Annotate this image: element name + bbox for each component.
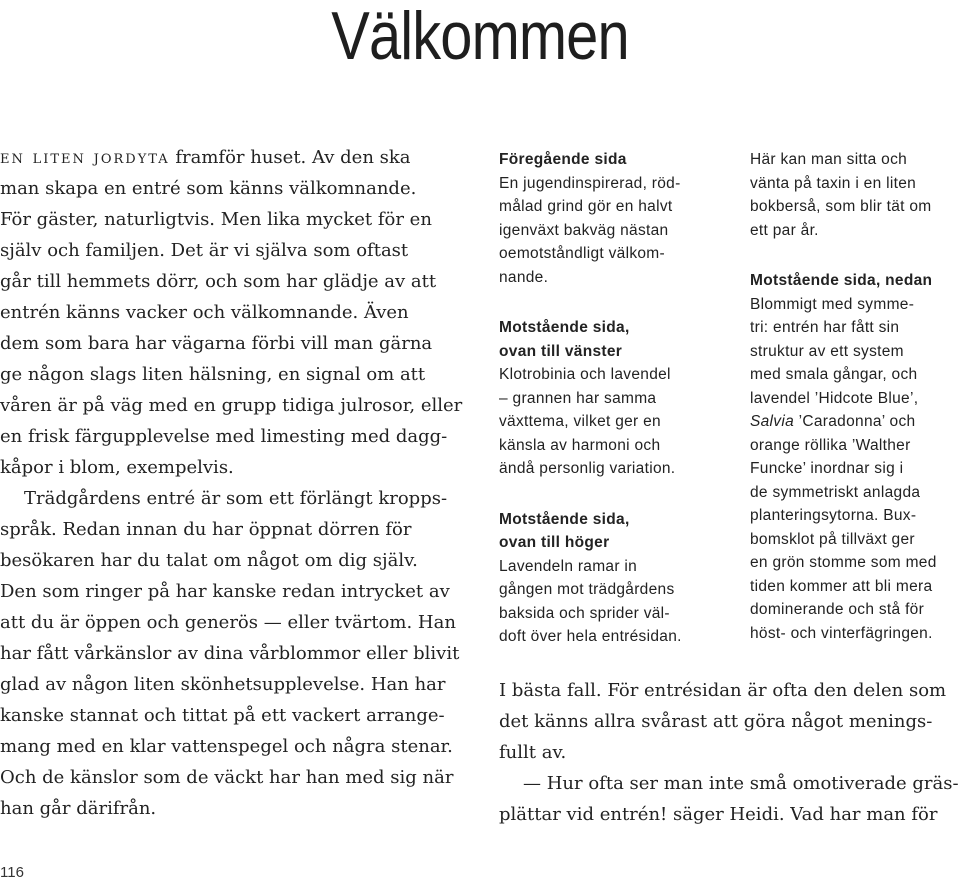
- caption-line: dominerande och stå för: [750, 601, 925, 618]
- captions-right: [750, 148, 960, 672]
- caption-line: bokberså, som blir tät om: [750, 198, 932, 215]
- caption-heading: ovan till höger: [499, 534, 610, 551]
- caption-line: planteringsytorna. Bux-: [750, 507, 917, 524]
- page-number: 116: [0, 864, 24, 881]
- body-line: har fått vårkänslor av dina vårblommor eller blivit: [0, 643, 460, 664]
- body-line: själv och familjen. Det är vi själva som oftast: [0, 240, 409, 261]
- caption-line: struktur av ett system: [750, 342, 904, 360]
- page-title: Välkommen: [331, 0, 629, 74]
- caption-line: orange röllika ’Walther: [750, 436, 911, 454]
- body-line: språk. Redan innan du har öppnat dörren för: [0, 519, 412, 540]
- caption-line: vänta på taxin i en liten: [750, 174, 917, 192]
- body-text-bottom: [499, 675, 959, 830]
- caption-line: ändå personlig variation.: [499, 460, 676, 477]
- caption-line: Blommigt med symme-: [750, 295, 915, 313]
- caption: [750, 148, 960, 242]
- body-line: att du är öppen och generös — eller tvärtom. Han: [0, 612, 456, 633]
- caption-line: Här kan man sitta och: [750, 151, 908, 168]
- body-text-left: [0, 142, 470, 824]
- lead-smallcaps: en liten jordyta: [0, 147, 170, 168]
- body-line: Den som ringer på har kanske redan intrycket av: [0, 581, 450, 602]
- caption-line: baksida och sprider väl-: [499, 604, 670, 622]
- caption-line: bomsklot på tillväxt ger: [750, 530, 915, 548]
- body-line: För gäster, naturligtvis. Men lika mycket för en: [0, 209, 432, 230]
- caption-line: lavendel ’Hidcote Blue’,: [750, 389, 919, 407]
- caption: [499, 148, 721, 289]
- body-line: kanske stannat och tittat på ett vackert arrange-: [0, 705, 445, 726]
- caption-italic: Salvia: [750, 413, 795, 430]
- caption-line: igenväxt bakväg nästan: [499, 221, 669, 239]
- caption-line: höst- och vinterfägringen.: [750, 624, 933, 642]
- body-line: går till hemmets dörr, och som har glädje av att: [0, 271, 437, 292]
- caption-line: känsla av harmoni och: [499, 436, 661, 454]
- caption-heading: Motstående sida, nedan: [750, 272, 933, 289]
- caption-line: doft över hela entrésidan.: [499, 628, 682, 645]
- body-line: han går därifrån.: [0, 798, 157, 819]
- caption-heading: Motstående sida,: [499, 319, 630, 336]
- caption-line: [750, 410, 960, 434]
- caption-line: En jugendinspirerad, röd-: [499, 174, 681, 192]
- body-line: [0, 142, 470, 173]
- caption-line: nande.: [499, 268, 549, 286]
- caption-line: – grannen har samma: [499, 389, 657, 407]
- body-line: våren är på väg med en grupp tidiga julrosor, eller: [0, 395, 463, 416]
- body-line: kåpor i blom, exempelvis.: [0, 457, 234, 478]
- body-line: mang med en klar vattenspegel och några stenar.: [0, 736, 453, 757]
- caption-line: tri: entrén har fått sin: [750, 319, 900, 336]
- body-line: Trädgårdens entré är som ett förlängt kropps-: [24, 488, 448, 509]
- caption-line: målad grind gör en halvt: [499, 198, 673, 215]
- body-line: fullt av.: [499, 742, 567, 763]
- caption-line: med smala gångar, och: [750, 366, 918, 383]
- body-line: Och de känslor som de väckt har han med sig när: [0, 767, 454, 788]
- caption-heading: Föregående sida: [499, 151, 627, 168]
- caption: [499, 508, 721, 649]
- caption-line: en grön stomme som med: [750, 554, 937, 571]
- caption: [499, 316, 721, 481]
- caption-line-rest: ’Caradonna’ och: [794, 413, 916, 430]
- caption-line: de symmetriskt anlagda: [750, 483, 921, 501]
- caption-line: Lavendeln ramar in: [499, 557, 638, 575]
- caption-line: oemotståndligt välkom-: [499, 245, 665, 262]
- caption-line: Klotrobinia och lavendel: [499, 366, 671, 383]
- body-line: det känns allra svårast att göra något menings-: [499, 711, 933, 732]
- body-line: ge någon slags liten hälsning, en signal om att: [0, 364, 426, 385]
- body-line: — Hur ofta ser man inte små omotiverade gräs-: [523, 773, 959, 794]
- caption-line: växttema, vilket ger en: [499, 413, 661, 430]
- caption-line: Funcke’ inordnar sig i: [750, 460, 904, 477]
- captions-middle: [499, 148, 721, 676]
- body-line: dem som bara har vägarna förbi vill man gärna: [0, 333, 433, 354]
- caption-heading: ovan till vänster: [499, 342, 623, 360]
- caption: [750, 269, 960, 645]
- caption-heading: Motstående sida,: [499, 510, 630, 528]
- body-line-text: framför huset. Av den ska: [169, 147, 411, 168]
- body-line: plättar vid entrén! säger Heidi. Vad har man för: [499, 804, 938, 825]
- body-line: besökaren har du talat om något om dig själv.: [0, 550, 418, 571]
- caption-line: gången mot trädgårdens: [499, 581, 675, 598]
- caption-line: tiden kommer att bli mera: [750, 577, 933, 595]
- body-line: en frisk färgupplevelse med limesting med dagg-: [0, 426, 448, 447]
- caption-line: ett par år.: [750, 221, 819, 239]
- body-line: glad av någon liten skönhetsupplevelse. Han har: [0, 674, 446, 695]
- body-line: I bästa fall. För entrésidan är ofta den delen som: [499, 680, 947, 701]
- body-line: man skapa en entré som känns välkomnande.: [0, 178, 417, 199]
- body-line: entrén känns vacker och välkomnande. Även: [0, 302, 409, 323]
